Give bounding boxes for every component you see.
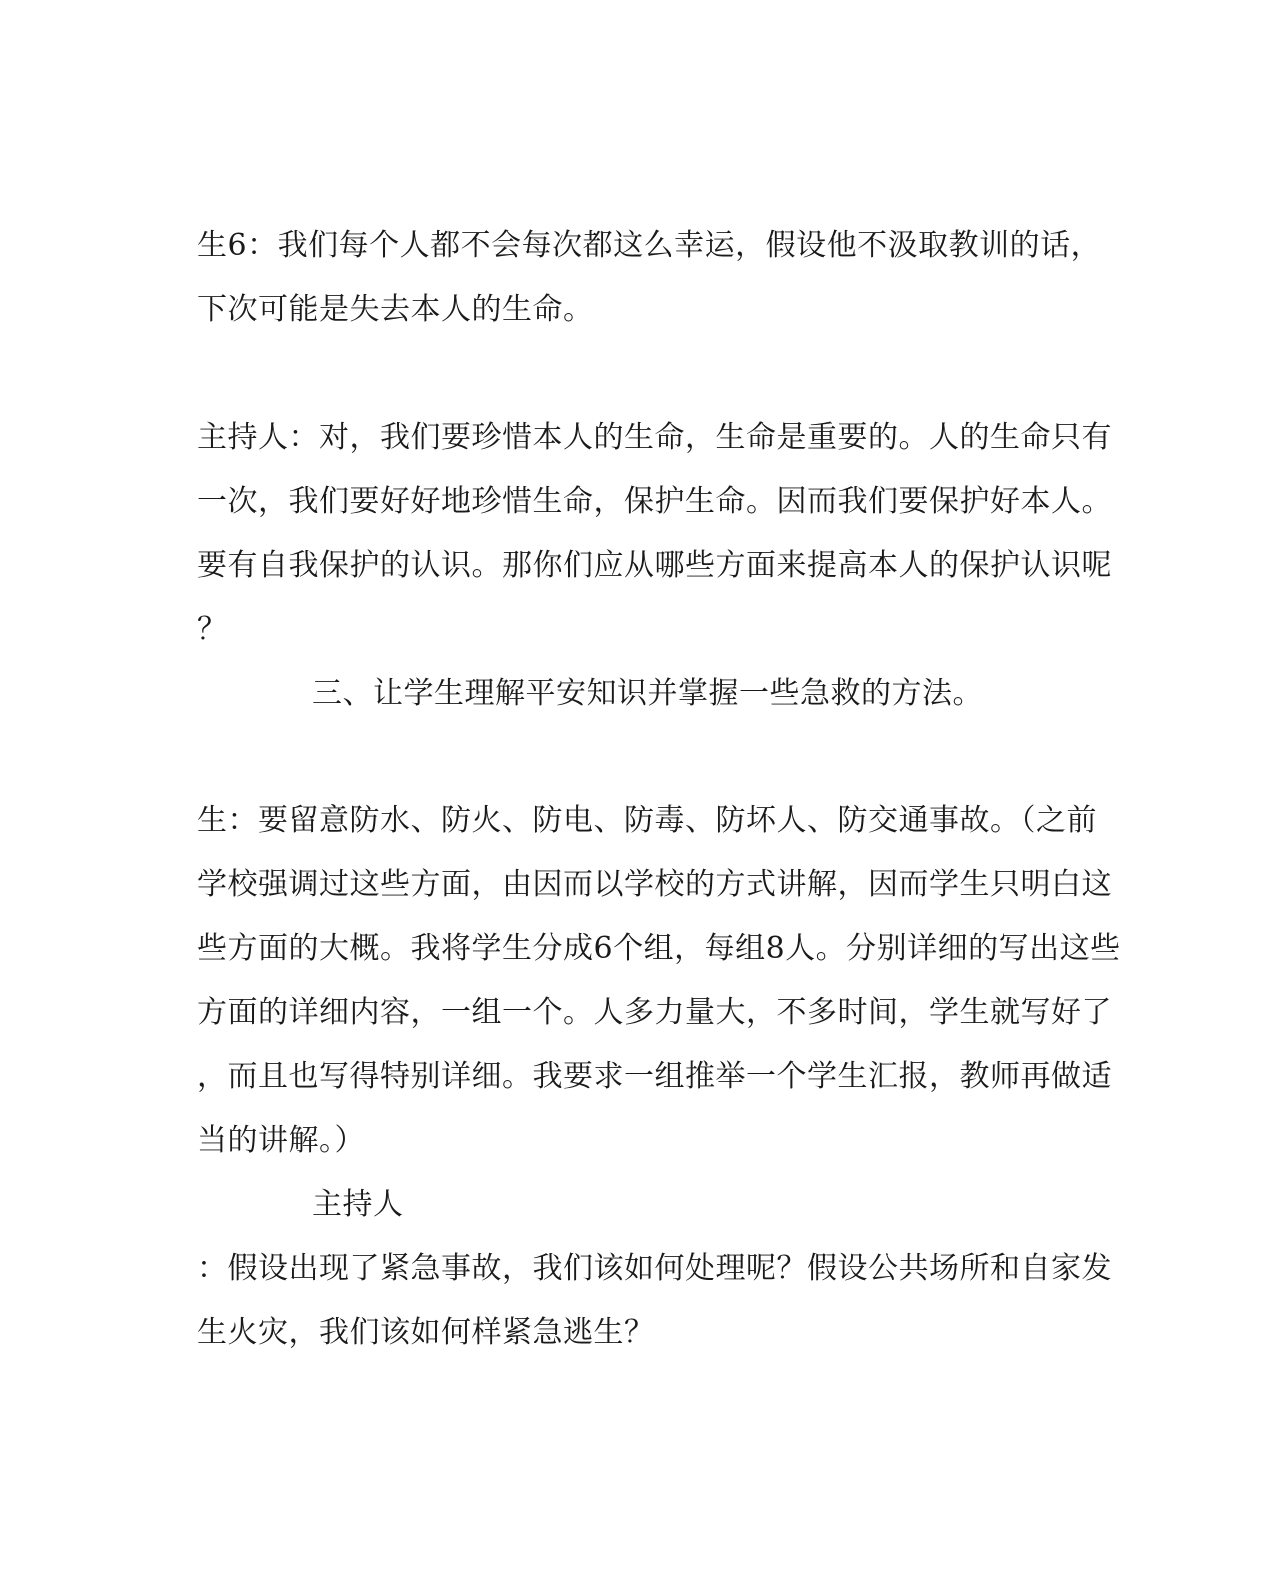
text-line-13: 当的讲解。） xyxy=(197,1123,365,1158)
text-line-9: 学校强调过这些方面，由因而以学校的方式讲解，因而学生只明白这 xyxy=(197,867,1112,902)
speaker-label: 主持人 xyxy=(312,1187,404,1222)
text-line-11: 方面的详细内容，一组一个。人多力量大，不多时间，学生就写好了 xyxy=(197,995,1112,1030)
text-line-10: 些方面的大概。我将学生分成6个组，每组8人。分别详细的写出这些 xyxy=(197,931,1121,966)
text-line-5: 要有自我保护的认识。那你们应从哪些方面来提高本人的保护认识呢 xyxy=(197,548,1112,583)
text-line-3: 主持人：对，我们要珍惜本人的生命，生命是重要的。人的生命只有 xyxy=(197,420,1112,455)
text-line-1: 生6：我们每个人都不会每次都这么幸运，假设他不汲取教训的话， xyxy=(197,228,1102,263)
section-heading: 三、让学生理解平安知识并掌握一些急救的方法。 xyxy=(312,676,983,711)
text-line-6: ？ xyxy=(197,612,228,647)
text-line-8: 生：要留意防水、防火、防电、防毒、防坏人、防交通事故。（之前 xyxy=(197,803,1097,838)
text-line-4: 一次，我们要好好地珍惜生命，保护生命。因而我们要保护好本人。 xyxy=(197,484,1112,519)
text-line-15: ：假设出现了紧急事故，我们该如何处理呢？假设公共场所和自家发 xyxy=(197,1251,1112,1286)
text-line-12: ，而且也写得特别详细。我要求一组推举一个学生汇报，教师再做适 xyxy=(197,1059,1112,1094)
text-line-16: 生火灾，我们该如何样紧急逃生？ xyxy=(197,1315,655,1350)
text-line-2: 下次可能是失去本人的生命。 xyxy=(197,292,594,327)
